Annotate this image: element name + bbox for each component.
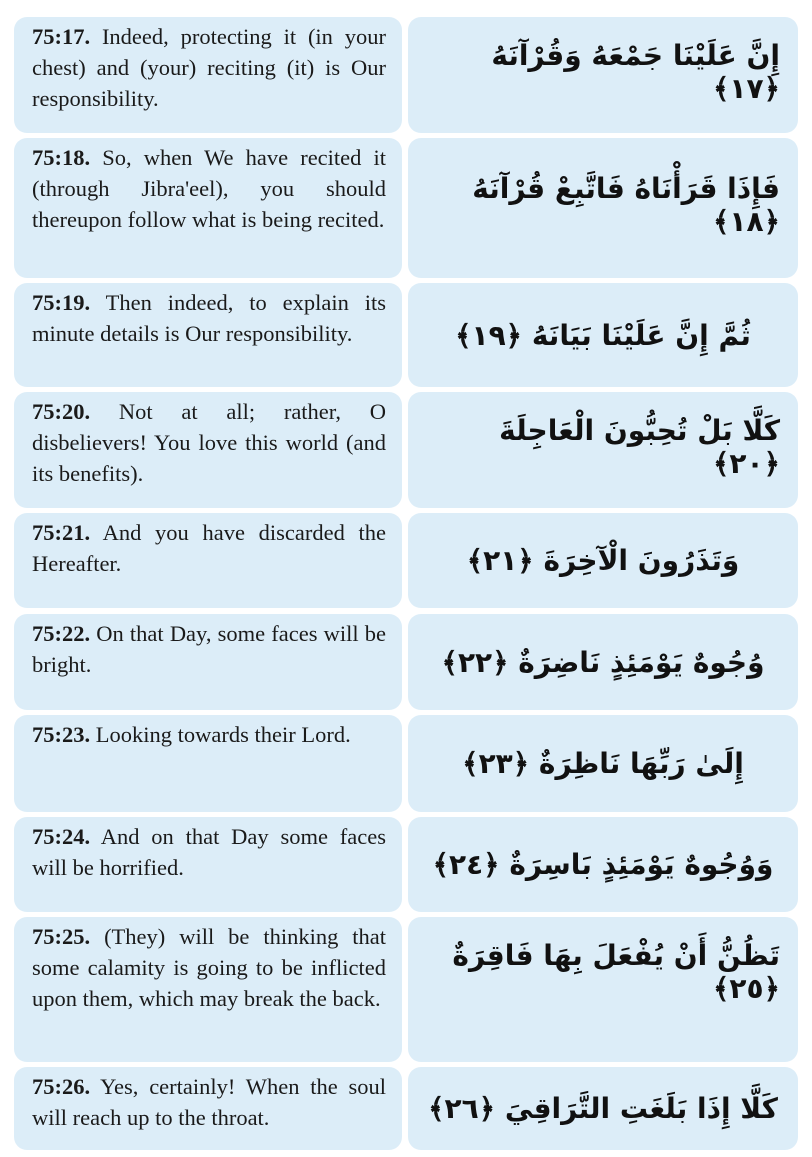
translation-cell <box>14 1067 402 1150</box>
verse-row <box>14 1067 798 1150</box>
verse-row <box>14 715 798 812</box>
verse-ref: 75:17. <box>32 24 91 49</box>
verse-row <box>14 283 798 387</box>
arabic-cell <box>408 917 798 1062</box>
verse-row <box>14 138 798 278</box>
arabic-cell <box>408 17 798 133</box>
translation-cell <box>14 513 402 608</box>
verse-arabic: إِلَىٰ رَبِّهَا نَاظِرَةٌ ﴿٢٣﴾ <box>462 747 744 780</box>
verse-arabic: تَظُنُّ أَنْ يُفْعَلَ بِهَا فَاقِرَةٌ ﴿٢٥﴾ <box>452 939 780 1005</box>
verse-translation: Not at all; rather, O disbelievers! You love this world (and its benefits). <box>32 399 386 486</box>
verse-ref: 75:19. <box>32 290 91 315</box>
translation-cell <box>14 715 402 812</box>
verse-arabic: فَإِذَا قَرَأْنَاهُ فَاتَّبِعْ قُرْآنَهُ ﴿١٨﴾ <box>472 172 780 238</box>
translation-cell <box>14 283 402 387</box>
verse-translation: (They) will be thinking that some calamity is going to be inflicted upon them, which may break the back. <box>32 924 386 1011</box>
verse-translation: So, when We have recited it (through Jibra'eel), you should thereupon follow what is being recited. <box>32 145 386 232</box>
verse-row <box>14 392 798 508</box>
verse-translation: And you have discarded the Hereafter. <box>32 520 386 576</box>
verse-arabic: إِنَّ عَلَيْنَا جَمْعَهُ وَقُرْآنَهُ ﴿١٧﴾ <box>491 39 780 105</box>
verse-row <box>14 614 798 710</box>
verse-ref: 75:20. <box>32 399 91 424</box>
arabic-cell <box>408 1067 798 1150</box>
verse-ref: 75:26. <box>32 1074 91 1099</box>
arabic-cell <box>408 817 798 912</box>
verse-ref: 75:23. <box>32 722 91 747</box>
verse-translation: And on that Day some faces will be horrified. <box>32 824 386 880</box>
translation-cell <box>14 392 402 508</box>
verse-ref: 75:25. <box>32 924 91 949</box>
verse-ref: 75:21. <box>32 520 91 545</box>
verse-translation: Then indeed, to explain its minute details is Our responsibility. <box>32 290 386 346</box>
verse-row <box>14 17 798 133</box>
verse-row <box>14 513 798 608</box>
arabic-cell <box>408 614 798 710</box>
verse-translation: Yes, certainly! When the soul will reach up to the throat. <box>32 1074 386 1130</box>
verse-row <box>14 817 798 912</box>
verse-arabic: ثُمَّ إِنَّ عَلَيْنَا بَيَانَهُ ﴿١٩﴾ <box>455 318 751 352</box>
arabic-cell <box>408 283 798 387</box>
verse-arabic: كَلَّا بَلْ تُحِبُّونَ الْعَاجِلَةَ ﴿٢٠﴾ <box>499 414 780 480</box>
translation-cell <box>14 917 402 1062</box>
verse-ref: 75:24. <box>32 824 91 849</box>
translation-cell <box>14 17 402 133</box>
verse-arabic: وَوُجُوهٌ يَوْمَئِذٍ بَاسِرَةٌ ﴿٢٤﴾ <box>432 848 774 881</box>
verse-arabic: وُجُوهٌ يَوْمَئِذٍ نَاضِرَةٌ ﴿٢٢﴾ <box>441 645 765 679</box>
arabic-cell <box>408 138 798 278</box>
verse-translation: On that Day, some faces will be bright. <box>32 621 386 677</box>
arabic-cell <box>408 513 798 608</box>
verse-arabic: كَلَّا إِذَا بَلَغَتِ التَّرَاقِيَ ﴿٢٦﴾ <box>428 1092 778 1125</box>
arabic-cell <box>408 715 798 812</box>
arabic-cell <box>408 392 798 508</box>
verse-ref: 75:22. <box>32 621 91 646</box>
verse-ref: 75:18. <box>32 145 91 170</box>
translation-cell <box>14 614 402 710</box>
translation-cell <box>14 817 402 912</box>
translation-cell <box>14 138 402 278</box>
verse-arabic: وَتَذَرُونَ الْآخِرَةَ ﴿٢١﴾ <box>466 544 740 577</box>
verse-translation: Looking towards their Lord. <box>95 722 351 747</box>
verse-translation: Indeed, protecting it (in your chest) and (your) reciting (it) is Our responsibility. <box>32 24 386 111</box>
verse-row <box>14 917 798 1062</box>
